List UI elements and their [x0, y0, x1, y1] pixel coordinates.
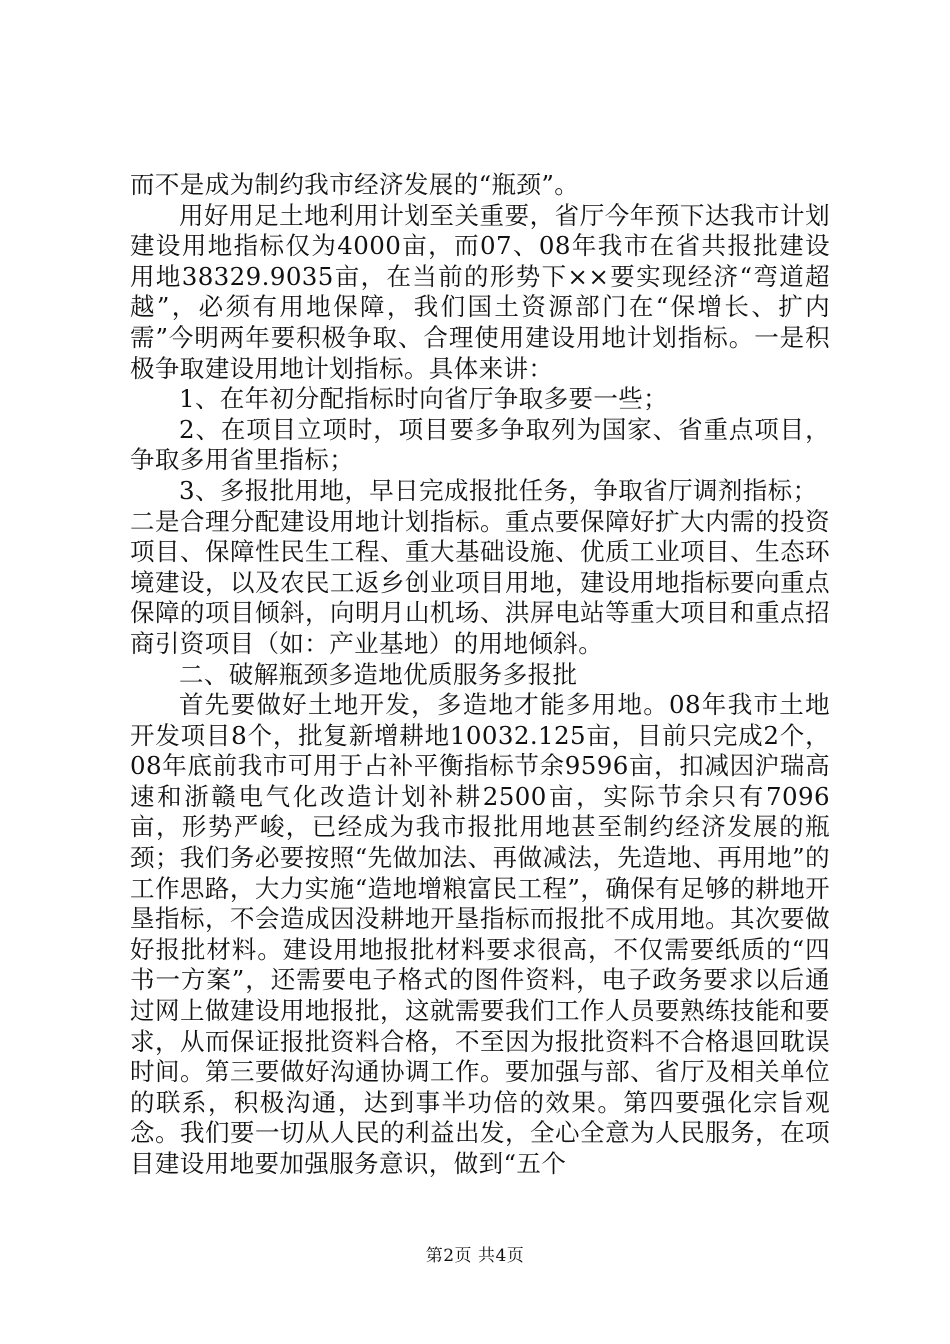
paragraph-2: 用好用足土地利用计划至关重要，省厅今年预下达我市计划建设用地指标仅为4000亩，而07、08年我市在省共报批建设用地38329.9035亩，在当前的形势下××要实现经济“弯道超越”，必须有用地保障，我们国土资源部门在“保增长、扩内需”今明两年要积极争取、合理使用建设用地计划指标。一是积极争取建设用地计划指标。具体来讲： [130, 200, 830, 383]
paragraph-6: 二是合理分配建设用地计划指标。重点要保障好扩大内需的投资项目、保障性民生工程、重大基础设施、优质工业项目、生态环境建设，以及农民工返乡创业项目用地，建设用地指标要向重点保障的项目倾斜，向明月山机场、洪屏电站等重大项目和重点招商引资项目（如：产业基地）的用地倾斜。 [130, 506, 830, 658]
paragraph-3: 1、在年初分配指标时向省厅争取多要一些； [179, 384, 669, 414]
paragraph-5: 3、多报批用地，早日完成报批任务，争取省厅调剂指标； [179, 475, 818, 505]
paragraph-8: 首先要做好土地开发，多造地才能多用地。08年我市土地开发项目8个，批复新增耕地10032.125亩，目前只完成2个，08年底前我市可用于占补平衡指标节余9596亩，扣减因沪瑞高速和浙赣电气化改造计划补耕2500亩，实际节余只有7096亩，形势严峻，已经成为我市报批用地甚至制约经济发展的瓶颈；我们务必要按照“先做加法、再做减法，先造地、再用地”的工作思路，大力实施“造地增粮富民工程”，确保有足够的耕地开垦指标，不会造成因没耕地开垦指标而报批不成用地。其次要做好报批材料。建设用地报批材料要求很高，不仅需要纸质的“四书一方案”，还需要电子格式的图件资料，电子政务要求以后通过网上做建设用地报批，这就需要我们工作人员要熟练技能和要求，从而保证报批资料合格，不至因为报批资料不合格退回耽误时间。第三要做好沟通协调工作。要加强与部、省厅及相关单位的联系，积极沟通，达到事半功倍的效果。第四要强化宗旨观念。我们要一切从人民的利益出发，全心全意为人民服务，在项目建设用地要加强服务意识，做到“五个 [130, 690, 830, 1178]
paragraph-1: 而不是成为制约我市经济发展的“瓶颈”。 [130, 170, 580, 199]
paragraph-4: 2、在项目立项时，项目要多争取列为国家、省重点项目，争取多用省里指标； [130, 414, 830, 475]
section-heading: 二、破解瓶颈多造地优质服务多报批 [179, 659, 578, 689]
document-body [130, 170, 830, 1180]
page-number: 第2页 共4页 [425, 1246, 525, 1266]
